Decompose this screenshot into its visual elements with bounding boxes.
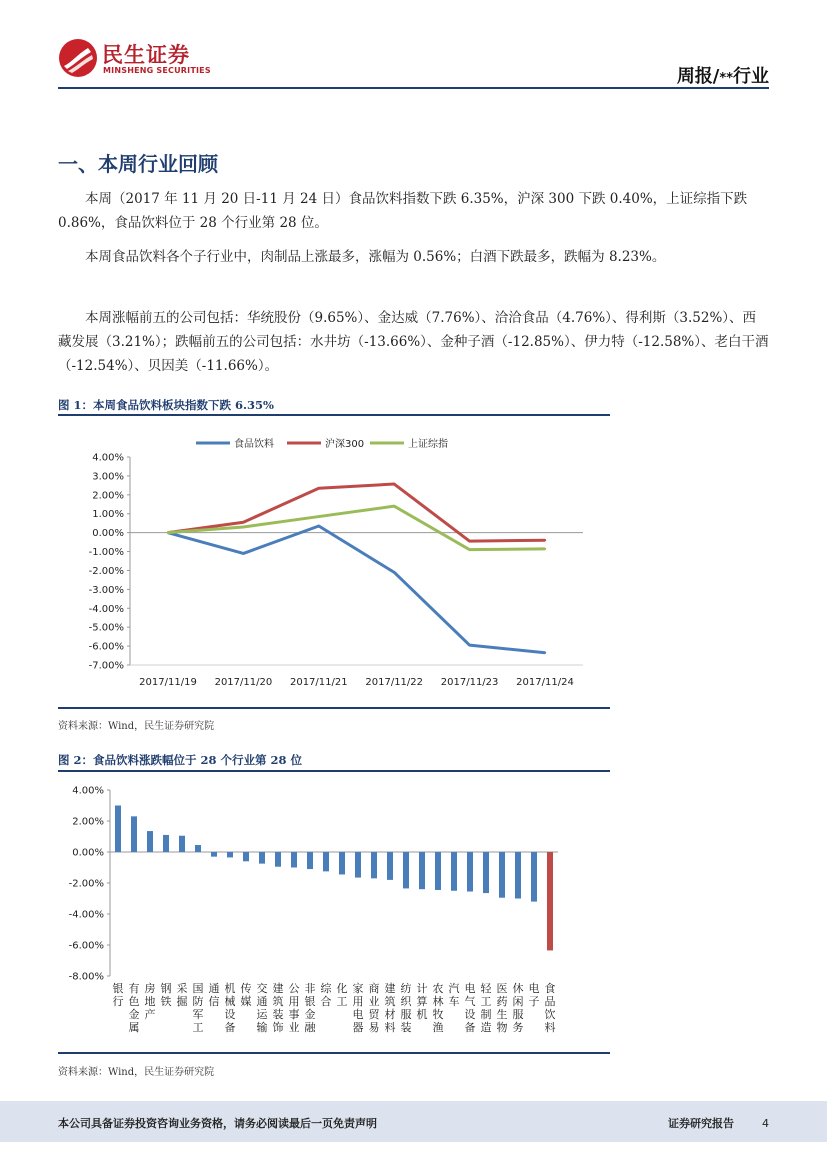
chart2-bar	[195, 845, 201, 852]
chart1-x-tick-label: 2017/11/21	[289, 677, 348, 688]
paragraph-company-summary: 本周涨幅前五的公司包括：华统股份（9.65%）、金达威（7.76%）、洽洽食品（4.76%）、得利斯（3.52%）、西藏发展（3.21%）；跌幅前五的公司包括：水井坊（-13.66%）、金种子酒（-12.85%）、伊力特（-12.58%）、老白干酒（-12.54%）、贝因美（-11.66%）。	[58, 310, 769, 374]
chart2-bar	[179, 836, 185, 852]
chart2-y-tick-label: -2.00%	[68, 878, 104, 890]
chart2-y-tick-label: -8.00%	[68, 971, 104, 983]
chart1-y-tick-label: -4.00%	[88, 603, 124, 615]
footer-report-label: 证券研究报告	[668, 1117, 734, 1130]
chart2-x-tick-label: 机械设备	[224, 982, 236, 1034]
logo-chinese-name: 民生证券	[102, 43, 190, 67]
chart2-x-tick-label: 采掘	[176, 982, 188, 1008]
chart1-data-point	[468, 548, 470, 550]
chart1-y-tick-label: 4.00%	[92, 452, 124, 464]
chart1-x-tick-label: 2017/11/23	[440, 677, 499, 688]
figure1-bottom-rule	[58, 707, 610, 709]
industry-bar-chart	[58, 778, 618, 1048]
chart1-data-point	[242, 521, 244, 523]
figure2-bottom-rule	[58, 1052, 610, 1054]
chart2-y-tick-label: 0.00%	[72, 847, 104, 859]
report-header-label	[677, 62, 769, 88]
chart2-bar	[499, 852, 505, 898]
page-number: 4	[762, 1117, 769, 1130]
chart2-bar	[403, 852, 409, 888]
chart1-y-tick-label: -5.00%	[88, 622, 124, 634]
chart2-x-tick-label: 非银金融	[304, 982, 316, 1034]
chart1-data-point	[468, 644, 470, 646]
chart2-bar	[323, 852, 329, 871]
chart2-y-tick-label: 4.00%	[72, 785, 104, 797]
chart1-x-tick-label: 2017/11/19	[139, 677, 197, 688]
chart2-bar	[355, 852, 361, 878]
chart2-x-tick-label: 计算机	[416, 982, 428, 1021]
chart2-bar	[515, 852, 521, 899]
chart2-x-tick-label: 电气设备	[464, 982, 476, 1034]
header-divider	[58, 87, 769, 89]
chart2-bar	[259, 852, 265, 864]
chart1-data-point	[318, 487, 320, 489]
chart1-series-line-0	[168, 526, 545, 653]
chart1-y-tick-label: -1.00%	[88, 547, 124, 559]
chart2-x-tick-label: 商业贸易	[368, 982, 380, 1034]
chart2-bar	[163, 835, 169, 852]
chart2-bar	[547, 852, 553, 950]
chart1-y-tick-label: 3.00%	[92, 471, 124, 483]
logo-english-name: MINSHENG SECURITIES	[103, 66, 211, 75]
chart2-x-tick-label: 国防军工	[192, 982, 204, 1034]
chart2-bar	[131, 816, 137, 852]
figure2-title: 图 2：食品饮料涨跌幅位于 28 个行业第 28 位	[58, 753, 303, 767]
chart2-x-tick-label: 医药生物	[496, 982, 508, 1034]
chart2-x-tick-label: 电子	[528, 982, 540, 1008]
chart1-x-tick-label: 2017/11/20	[214, 677, 273, 688]
chart2-bar	[371, 852, 377, 878]
chart2-bar	[227, 852, 233, 857]
chart2-x-tick-label: 钢铁	[160, 982, 172, 1008]
report-type: 周报/	[676, 66, 720, 87]
chart2-bar	[419, 852, 425, 889]
chart1-y-tick-label: -7.00%	[88, 660, 124, 672]
chart1-y-tick-label: -2.00%	[88, 565, 124, 577]
chart2-bar	[435, 852, 441, 890]
paragraph-index-summary: 本周（2017 年 11 月 20 日-11 月 24 日）食品饮料指数下跌 6.35%，沪深 300 下跌 0.40%，上证综指下跌 0.86%，食品饮料位于 28 个行业第 28 位。	[58, 191, 748, 231]
chart2-bar	[211, 852, 217, 857]
chart2-x-tick-label: 房地产	[144, 982, 156, 1021]
industry-label: 行业	[733, 66, 769, 87]
index-line-chart	[58, 420, 618, 710]
chart1-y-tick-label: -3.00%	[88, 584, 124, 596]
chart2-bar	[115, 806, 121, 853]
chart2-x-tick-label: 交通运输	[256, 982, 268, 1034]
figure1-source: 资料来源：Wind，民生证券研究院	[58, 721, 215, 732]
chart2-x-tick-label: 建筑装饰	[272, 982, 284, 1034]
chart1-data-point	[544, 652, 546, 654]
chart2-x-tick-label: 通信	[208, 982, 220, 1008]
chart1-data-point	[242, 552, 244, 554]
figure2-source: 资料来源：Wind，民生证券研究院	[58, 1067, 215, 1078]
chart1-data-point	[468, 540, 470, 542]
chart2-x-tick-label: 农林牧渔	[432, 982, 444, 1034]
chart2-x-tick-label: 公用事业	[288, 982, 300, 1034]
paragraph-subsector-summary: 本周食品饮料各个子行业中，肉制品上涨最多，涨幅为 0.56%；白酒下跌最多，跌幅为 8.23%。	[85, 249, 666, 265]
chart1-data-point	[167, 531, 169, 533]
star-mark: **	[719, 71, 733, 86]
chart1-data-point	[544, 539, 546, 541]
chart2-x-tick-label: 建筑材料	[384, 982, 396, 1034]
chart2-x-tick-label: 家用电器	[352, 982, 364, 1034]
chart2-bar	[147, 831, 153, 852]
company-logo	[58, 38, 218, 82]
chart1-data-point	[393, 505, 395, 507]
chart2-y-tick-label: -4.00%	[68, 909, 104, 921]
chart2-bar	[291, 852, 297, 868]
chart2-bar	[467, 852, 473, 892]
chart1-data-point	[393, 483, 395, 485]
chart1-x-tick-label: 2017/11/22	[365, 677, 424, 688]
chart2-bar	[307, 852, 313, 869]
chart1-series-line-2	[168, 506, 545, 549]
chart1-y-tick-label: 0.00%	[92, 528, 124, 540]
chart2-x-tick-label: 休闲服务	[512, 982, 524, 1034]
section-title: 一、本周行业回顾	[58, 152, 218, 176]
chart1-data-point	[318, 525, 320, 527]
chart1-y-tick-label: 2.00%	[92, 490, 124, 502]
chart2-x-tick-label: 有色金属	[128, 982, 140, 1034]
chart2-y-tick-label: -6.00%	[68, 940, 104, 952]
chart2-bar	[483, 852, 489, 893]
chart2-x-tick-label: 纺织服装	[400, 982, 412, 1034]
chart1-data-point	[544, 548, 546, 550]
chart2-y-tick-label: 2.00%	[72, 816, 104, 828]
chart1-x-tick-label: 2017/11/24	[516, 677, 574, 688]
chart1-data-point	[318, 515, 320, 517]
legend-label-food-beverage: 食品饮料	[234, 439, 274, 450]
chart2-bar	[275, 852, 281, 867]
chart1-y-tick-label: -6.00%	[88, 641, 124, 653]
chart2-x-tick-label: 综合	[320, 982, 332, 1008]
chart2-bar	[339, 852, 345, 874]
chart2-x-tick-label: 食品饮料	[544, 982, 556, 1034]
page-footer	[0, 1101, 827, 1142]
chart1-y-tick-label: 1.00%	[92, 509, 124, 521]
chart2-bar	[531, 852, 537, 902]
footer-disclaimer: 本公司具备证券投资咨询业务资格，请务必阅读最后一页免责声明	[58, 1117, 377, 1130]
chart1-legend	[196, 437, 448, 450]
figure1-title: 图 1：本周食品饮料板块指数下跌 6.35%	[58, 398, 274, 412]
chart2-x-tick-label: 银行	[112, 982, 124, 1008]
chart2-x-tick-label: 轻工制造	[480, 982, 492, 1034]
chart2-x-tick-label: 化工	[336, 982, 348, 1008]
chart2-bar	[243, 852, 249, 861]
chart1-data-point	[242, 526, 244, 528]
chart2-bar	[387, 852, 393, 880]
legend-label-sse-composite: 上证综指	[408, 439, 448, 450]
chart1-data-point	[393, 571, 395, 573]
figure1-top-rule	[58, 414, 610, 416]
chart2-x-tick-label: 传媒	[240, 982, 252, 1008]
footer-right	[668, 1115, 769, 1131]
figure2-top-rule	[58, 770, 610, 772]
chart2-x-tick-label: 汽车	[448, 982, 460, 1008]
legend-label-hs300: 沪深300	[325, 439, 365, 450]
chart2-bar	[451, 852, 457, 891]
minsheng-logo-icon	[58, 38, 98, 78]
